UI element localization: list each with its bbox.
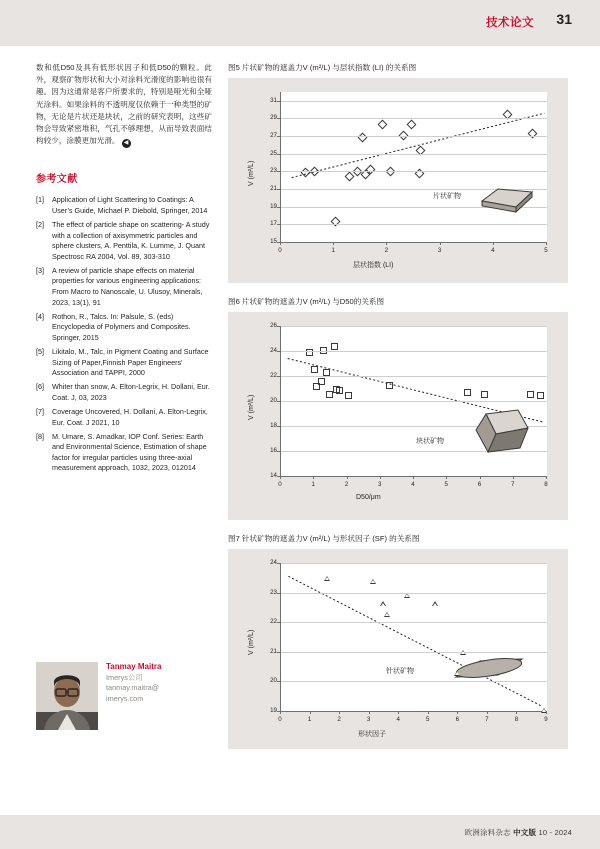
x-tickmark (310, 711, 311, 714)
data-point (386, 382, 393, 389)
gridline (281, 376, 547, 377)
y-tickmark (277, 593, 280, 594)
reference-number: [6] (36, 382, 44, 392)
x-tick-label: 7 (511, 481, 515, 488)
footer-journal: 欧洲涂料杂志 (464, 828, 511, 837)
x-tick-label: 6 (477, 481, 482, 488)
y-tickmark (277, 224, 280, 225)
y-tick-label: 17 (270, 220, 277, 228)
y-tickmark (277, 101, 280, 102)
list-item (36, 220, 212, 262)
author-email-line2: imerys.com (106, 693, 144, 703)
author-company: Imerys公司 (106, 672, 143, 682)
end-of-article-mark: ◀ (122, 139, 131, 148)
y-tickmark (277, 171, 280, 172)
y-tick-label: 20 (270, 397, 277, 404)
article-body-text: 数和低D50及具有低形状因子和低D50的颗粒。此外，观察矿物形状和大小对涂料光滑度的影响也很有趣。因为这通常是客户所要求的，特别是哑光和全哑光涂料。如果涂料的不透明度仅依赖于一种类型的矿物，无论是片状还是块状，之前的研究表明，这些矿物会导致紧密堆积，气孔不够理想，从而导致表面结构较少，涂膜更加光滑。 (36, 63, 212, 146)
list-item (36, 266, 212, 308)
y-tickmark (277, 136, 280, 137)
acicular-mineral-icon (454, 653, 526, 687)
annotation-fig6: 块状矿物 (416, 438, 444, 445)
reference-text: The effect of particle shape on scattering- A study with a collection of axisymmetric particles and sphere clusters, A. Penttila, K. Lumme, J. Quant Spectrosc RA 2004, Vol. 89, 303-310 (52, 219, 210, 261)
x-tickmark (413, 476, 414, 479)
x-tickmark (386, 242, 387, 245)
x-tick-label: 0 (278, 716, 282, 723)
y-tick-label: 19 (270, 202, 277, 210)
y-tick-label: 21 (270, 185, 277, 193)
x-tick-label: 0 (278, 481, 282, 488)
reference-number: [1] (36, 195, 44, 205)
x-tick-label: 2 (384, 247, 389, 254)
y-tick-label: 29 (270, 114, 277, 122)
author-block (36, 662, 226, 730)
figure-6-chart (228, 312, 568, 520)
x-axis-label-fig5: 层状指数 (LI) (353, 262, 394, 269)
data-point (311, 366, 318, 373)
y-tick-label: 20 (270, 677, 277, 685)
references-title: 参考文献 (36, 174, 78, 186)
x-tickmark (446, 476, 447, 479)
x-axis-label-fig6: D50/μm (356, 494, 381, 501)
data-point (370, 579, 376, 584)
x-tickmark (333, 242, 334, 245)
y-tick-label: 23 (270, 588, 277, 596)
plot-area-fig5 (280, 92, 547, 243)
reference-number: [3] (36, 265, 44, 275)
page-footer (0, 815, 600, 849)
footer-edition: 中文版 (513, 828, 537, 837)
x-tick-label: 5 (426, 716, 430, 723)
data-point (331, 343, 338, 350)
y-tickmark (277, 207, 280, 208)
x-tickmark (546, 476, 547, 479)
y-tick-label: 24 (270, 559, 277, 566)
y-tick-label: 31 (270, 96, 277, 104)
x-tickmark (493, 242, 494, 245)
y-tick-label: 22 (270, 618, 277, 626)
data-point (384, 612, 390, 617)
x-tickmark (369, 711, 370, 714)
left-column (36, 62, 212, 477)
gridline (281, 171, 547, 172)
list-item (36, 195, 212, 216)
author-name: Tanmay Maitra (106, 662, 162, 671)
avatar (36, 662, 98, 730)
x-tickmark (440, 242, 441, 245)
x-tick-label: 8 (514, 716, 519, 723)
y-tick-label: 16 (270, 447, 277, 454)
y-tick-label: 24 (270, 347, 277, 354)
platy-mineral-icon (476, 183, 536, 217)
data-point (527, 391, 534, 398)
author-portrait-icon (36, 662, 98, 730)
gridline (281, 224, 547, 225)
figure-5-chart (228, 78, 568, 283)
article-body (36, 62, 212, 148)
gridline (281, 622, 547, 623)
footer-caption (465, 827, 572, 838)
list-item (36, 432, 212, 474)
page-header (0, 0, 600, 46)
data-point (318, 378, 325, 385)
y-tick-label: 25 (270, 149, 277, 157)
x-tick-label: 1 (311, 481, 315, 488)
reference-number: [4] (36, 311, 44, 321)
x-tick-label: 7 (485, 716, 489, 723)
data-point (324, 576, 330, 581)
y-tick-label: 19 (270, 707, 277, 714)
y-tick-label: 21 (270, 647, 277, 655)
gridline (281, 351, 547, 352)
blocky-mineral-icon (470, 408, 532, 458)
x-axis-label-fig7: 形状因子 (358, 731, 386, 738)
gridline (281, 401, 547, 402)
reference-number: [8] (36, 431, 44, 441)
reference-text: Application of Light Scattering to Coatings: A User’s Guide, Michael P. Diebold, Springer, 2014 (52, 195, 208, 215)
list-item (36, 347, 212, 379)
x-tickmark (457, 711, 458, 714)
x-tick-label: 5 (544, 247, 548, 254)
data-point (464, 389, 471, 396)
right-column (228, 62, 568, 749)
list-item (36, 312, 212, 344)
x-tickmark (546, 711, 547, 714)
x-tickmark (313, 476, 314, 479)
gridline (281, 154, 547, 155)
page-number: 31 (556, 11, 572, 27)
x-tick-label: 1 (307, 716, 312, 723)
data-point (345, 392, 352, 399)
gridline (281, 326, 547, 327)
y-tick-label: 23 (270, 167, 277, 175)
list-item (36, 382, 212, 403)
plot-area-fig7 (280, 563, 547, 712)
x-tickmark (339, 711, 340, 714)
figure-7-caption: 图7 针状矿物的遮盖力V (m²/L) 与形状因子 (SF) 的关系图 (228, 534, 420, 543)
x-tickmark (428, 711, 429, 714)
y-tickmark (277, 401, 280, 402)
gridline (281, 593, 547, 594)
y-tickmark (277, 189, 280, 190)
author-meta (106, 662, 161, 730)
reference-text: A review of particle shape effects on material properties for various engineering applications: From Macro to Nanoscale, U. Ulusoy, Minerals, 2023, 13(1), 91 (52, 265, 203, 307)
x-tick-label: 0 (278, 247, 282, 254)
gridline (281, 136, 547, 137)
y-tickmark (277, 563, 280, 564)
x-tick-label: 2 (344, 481, 349, 488)
reference-text: Rothon, R., Talcs. In: Palsule, S. (eds) Encyclopedia of Polymers and Composites. Springer, 2015 (52, 311, 191, 342)
x-tick-label: 8 (544, 481, 548, 488)
references-list (36, 195, 212, 474)
y-axis-label-fig5: V (m²/L) (248, 160, 255, 186)
y-tick-label: 18 (270, 422, 277, 429)
y-tick-label: 15 (270, 238, 277, 245)
y-axis-label-fig7: V (m²/L) (248, 629, 255, 655)
x-tickmark (280, 711, 281, 714)
data-point (537, 392, 544, 399)
y-tickmark (277, 154, 280, 155)
figure-7-chart (228, 549, 568, 749)
x-tick-label: 9 (544, 716, 548, 723)
x-tick-label: 4 (491, 247, 495, 254)
reference-text: M. Umare, S. Amadkar, IOP Conf. Series: Earth and Environmental Science, Estimation of shape factor for irregular particles using three-axial measurement approach, 1032, 2023, 012014 (52, 431, 207, 473)
reference-text: Coverage Uncovered, H. Dollani, A. Elton-Legrix, Eur. Coat. J 2021, 10 (52, 406, 208, 427)
header-section-title: 技术论文 (486, 17, 534, 29)
x-tickmark (480, 476, 481, 479)
x-tick-label: 3 (366, 716, 371, 723)
x-tick-label: 1 (331, 247, 335, 254)
y-tickmark (277, 681, 280, 682)
reference-number: [2] (36, 219, 44, 229)
x-tick-label: 2 (337, 716, 341, 723)
y-tickmark (277, 376, 280, 377)
x-tick-label: 6 (455, 716, 460, 723)
gridline (281, 118, 547, 119)
figure-5-caption: 图5 片状矿物的遮盖力V (m²/L) 与层状指数 (LI) 的关系图 (228, 63, 417, 72)
y-tickmark (277, 351, 280, 352)
data-point (481, 391, 488, 398)
author-email-line1: tanmay.maitra@ (106, 683, 160, 693)
reference-text: Likitalo, M., Talc, in Pigment Coating and Surface Sizing of Paper,Finnish Paper Engineers’ Association and TAPPI, 2000 (52, 346, 209, 378)
figure-6-caption: 图6 片状矿物的遮盖力V (m²/L) 与D50的关系图 (228, 297, 385, 306)
x-tickmark (516, 711, 517, 714)
annotation-fig7: 针状矿物 (386, 668, 414, 675)
data-point (432, 601, 438, 606)
x-tick-label: 5 (444, 481, 448, 488)
footer-issue: 10 - 2024 (538, 828, 572, 837)
reference-number: [5] (36, 346, 44, 356)
data-point (336, 387, 343, 394)
x-tickmark (546, 242, 547, 245)
x-tickmark (280, 476, 281, 479)
data-point (380, 601, 386, 606)
x-tickmark (513, 476, 514, 479)
x-tickmark (347, 476, 348, 479)
y-tick-label: 14 (270, 472, 277, 479)
y-tickmark (277, 118, 280, 119)
annotation-fig5: 片状矿物 (433, 193, 461, 200)
y-tickmark (277, 622, 280, 623)
x-tick-label: 3 (378, 481, 382, 488)
y-tickmark (277, 652, 280, 653)
y-tick-label: 22 (270, 372, 277, 379)
reference-number: [7] (36, 406, 44, 416)
y-tickmark (277, 451, 280, 452)
x-tick-label: 3 (437, 247, 442, 254)
y-tick-label: 26 (270, 322, 277, 329)
list-item (36, 407, 212, 428)
x-tick-label: 4 (411, 481, 415, 488)
gridline (281, 101, 547, 102)
x-tickmark (398, 711, 399, 714)
y-axis-label-fig6: V (m²/L) (248, 394, 255, 420)
reference-text: Whiter than snow, A. Elton-Legrix, H. Dollani, Eur. Coat. J, 03, 2023 (52, 382, 210, 402)
gridline (281, 563, 547, 564)
x-tick-label: 4 (396, 716, 400, 723)
trendline-fig7 (281, 563, 547, 711)
y-tick-label: 27 (270, 132, 277, 140)
y-tickmark (277, 426, 280, 427)
x-tickmark (380, 476, 381, 479)
x-tickmark (280, 242, 281, 245)
x-tickmark (487, 711, 488, 714)
y-tickmark (277, 326, 280, 327)
